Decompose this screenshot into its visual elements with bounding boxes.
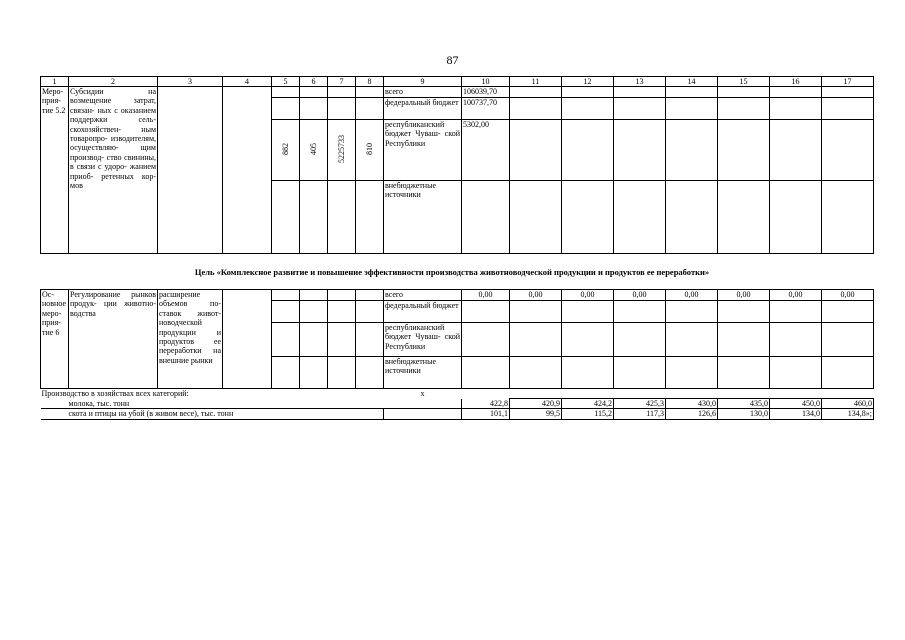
value-cell: 430,0 (666, 399, 718, 409)
budget-code-cell: 810 (365, 142, 374, 155)
header-cell: 15 (718, 77, 770, 87)
value-cell: 0,00 (462, 290, 510, 301)
table-row (41, 389, 874, 399)
header-cell: 17 (822, 77, 874, 87)
value-cell: 5302,00 (462, 120, 510, 181)
value-cell: 106039,70 (462, 87, 510, 98)
funding-source: внебюджетные источники (384, 181, 462, 254)
value-cell: 0,00 (718, 290, 770, 301)
header-cell: 7 (328, 77, 356, 87)
table-row (41, 87, 874, 98)
measure-goal: расширение объемов по- ставок живот- новодческой продукции и продуктов ее переработки на внешние рынки (158, 290, 223, 389)
measure-number: Меро- прия- тие 5.2 (41, 87, 69, 254)
funding-source: федеральный бюджет (384, 301, 462, 323)
value-cell: 134,0 (770, 409, 822, 419)
table-top (40, 76, 874, 254)
value-cell: 422,8 (462, 399, 510, 409)
header-cell: 5 (272, 77, 300, 87)
funding-source: федеральный бюджет (384, 98, 462, 120)
page-number: 87 (446, 53, 459, 67)
goal-heading: Цель «Комплексное развитие и повышение эффективности производства животноводческой продукции и продуктов ее переработки» (194, 267, 710, 277)
value-cell: 100737,70 (462, 98, 510, 120)
funding-source: внебюджетные источники (384, 357, 462, 389)
table-row (41, 409, 874, 419)
value-cell (462, 181, 510, 254)
funding-source: всего (384, 290, 462, 301)
value-cell: 0,00 (510, 290, 562, 301)
production-marker: х (420, 389, 425, 398)
header-cell: 3 (158, 77, 223, 87)
header-cell: 10 (462, 77, 510, 87)
header-cell: 11 (510, 77, 562, 87)
header-cell: 14 (666, 77, 718, 87)
value-cell: 0,00 (822, 290, 874, 301)
meat-label: скота и птицы на убой (в живом весе), тыс. тонн (41, 409, 384, 419)
header-cell: 13 (614, 77, 666, 87)
funding-source: всего (384, 87, 462, 98)
value-cell: 435,0 (718, 399, 770, 409)
milk-label: молока, тыс. тонн (68, 398, 130, 408)
value-cell: 425,3 (614, 399, 666, 409)
header-cell: 16 (770, 77, 822, 87)
value-cell: 115,2 (562, 409, 614, 419)
value-cell: 0,00 (666, 290, 718, 301)
header-cell: 4 (223, 77, 272, 87)
budget-code-cell: 882 (281, 142, 290, 155)
table-row (41, 399, 874, 409)
value-cell: 126,6 (666, 409, 718, 419)
measure-number: Ос- новное меро- прия- тие 6 (41, 290, 69, 389)
funding-source: республиканский бюджет Чуваш- ской Республики (384, 120, 462, 181)
value-cell: 101,1 (462, 409, 510, 419)
header-row (41, 77, 874, 87)
measure-description: Регулирование рынков продук- ции животно- водства (69, 290, 158, 389)
table-row (41, 290, 874, 301)
budget-code-cell: 405 (309, 142, 318, 155)
value-cell: 134,8»; (822, 409, 874, 419)
value-cell: 0,00 (770, 290, 822, 301)
value-cell: 460,0 (822, 399, 874, 409)
header-cell: 2 (69, 77, 158, 87)
funding-source: республиканский бюджет Чуваш- ской Республики (384, 323, 462, 357)
header-cell: 6 (300, 77, 328, 87)
value-cell: 130,0 (718, 409, 770, 419)
header-cell: 1 (41, 77, 69, 87)
production-title: Производство в хозяйствах всех категорий: (41, 389, 189, 398)
table-bottom (40, 289, 874, 420)
header-cell: 8 (356, 77, 384, 87)
header-cell: 12 (562, 77, 614, 87)
value-cell: 450,0 (770, 399, 822, 409)
value-cell: 0,00 (562, 290, 614, 301)
value-cell: 0,00 (614, 290, 666, 301)
value-cell: 420,9 (510, 399, 562, 409)
value-cell: 117,3 (614, 409, 666, 419)
value-cell: 424,2 (562, 399, 614, 409)
header-cell: 9 (384, 77, 462, 87)
measure-description: Субсидии на возмещение затрат, связан- ных с оказанием поддержки сель- скохозяйствен- ным товаропро- изводителям, осуществляю- щим производ- ство свинины, в связи с удоро- жанием приоб- ретенных кор- мов (69, 87, 158, 254)
budget-code-cell: 5225733 (337, 134, 346, 163)
value-cell: 99,5 (510, 409, 562, 419)
